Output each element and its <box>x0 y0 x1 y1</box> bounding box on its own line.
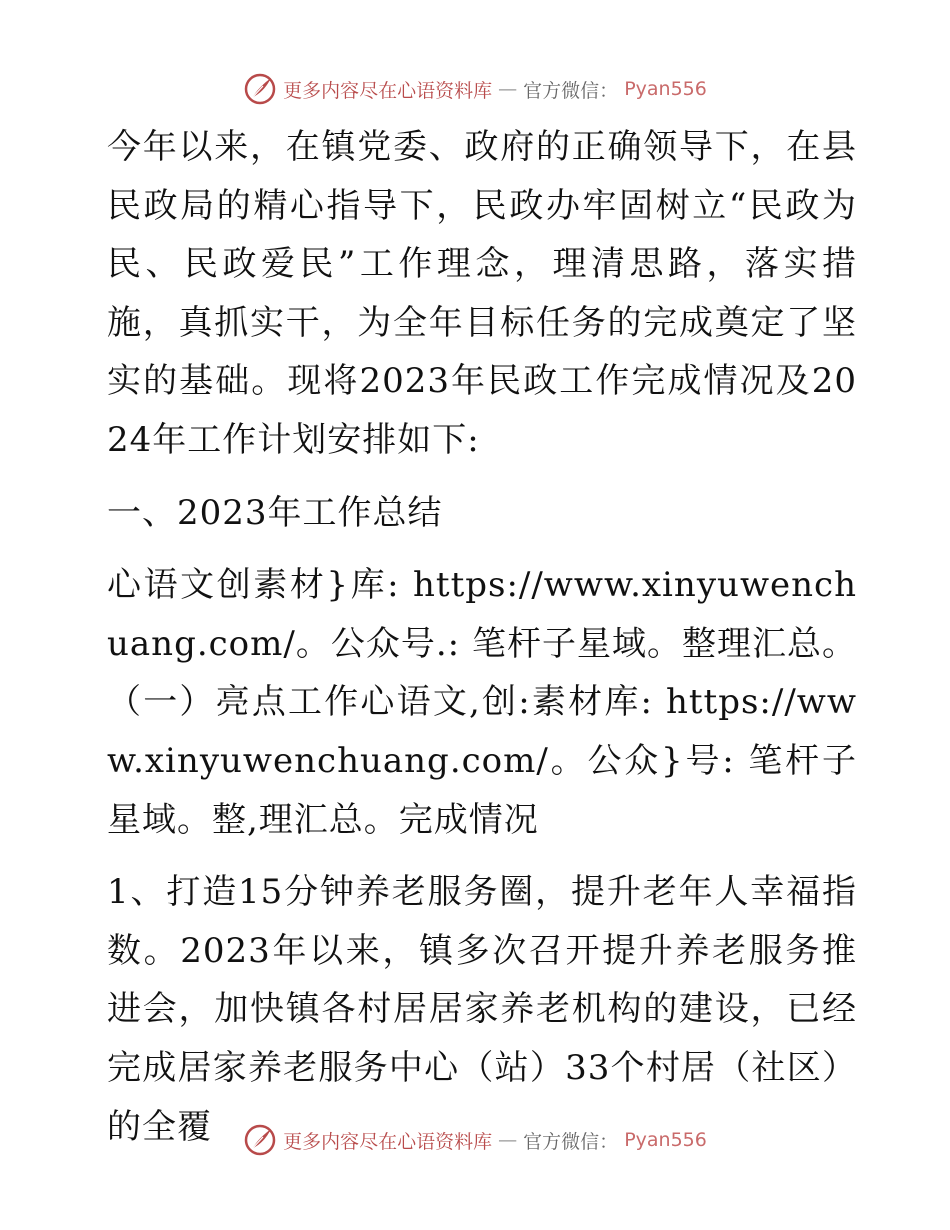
watermark-official-label: 官方微信： <box>523 1130 619 1153</box>
header-watermark <box>0 72 950 106</box>
paragraph-source-note: 心语文创素材}库: https://www.xinyuwenchuang.com/。公众号.: 笔杆子星域。整理汇总。（一）亮点工作心语文,创:素材库: https://www.xinyuwenchuang.com/。公众}号: 笔杆子星域。整,理汇总。完成情况 <box>107 565 857 840</box>
watermark-dash: — <box>498 78 518 100</box>
watermark-official-label: 官方微信： <box>523 79 619 102</box>
footer-watermark <box>0 1123 950 1157</box>
watermark-text: 更多内容尽在心语资料库 <box>283 1130 493 1153</box>
paragraph-item-1: 1、打造15分钟养老服务圈，提升老年人幸福指数。2023年以来，镇多次召开提升养老服务推进会，加快镇各村居居家养老机构的建设，已经完成居家养老服务中心（站）33个村居（社区）的全覆 <box>107 872 857 1147</box>
feather-pen-circle-icon <box>243 72 277 106</box>
paragraph-intro: 今年以来，在镇党委、政府的正确领导下，在县民政局的精心指导下，民政办牢固树立“民政为民、民政爱民”工作理念，理清思路，落实措施，真抓实干，为全年目标任务的完成奠定了坚实的基础。现将2023年民政工作完成情况及2024年工作计划安排如下: <box>107 127 857 460</box>
watermark-wechat-id: Pyan556 <box>624 78 707 100</box>
watermark-wechat-id: Pyan556 <box>624 1129 707 1151</box>
watermark-dash: — <box>498 1129 518 1151</box>
document-body <box>97 118 857 1156</box>
watermark-text: 更多内容尽在心语资料库 <box>283 79 493 102</box>
section-heading: 一、2023年工作总结 <box>107 492 443 533</box>
feather-pen-circle-icon <box>243 1123 277 1157</box>
